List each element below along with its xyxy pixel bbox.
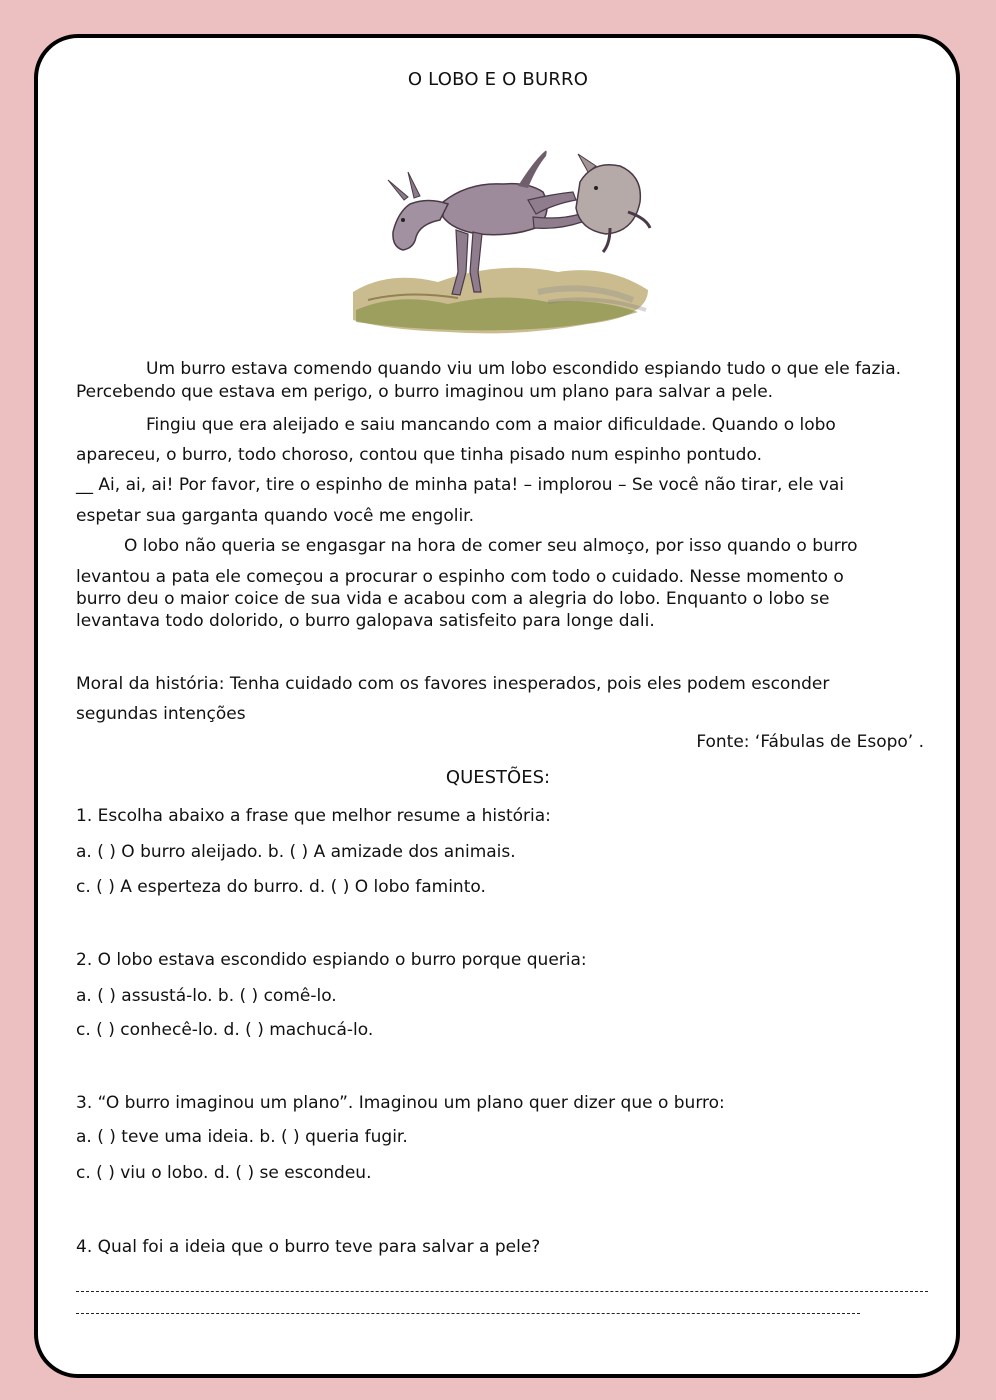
story-paragraph-1-line-2: Percebendo que estava em perigo, o burro imaginou um plano para salvar a pele. [76, 382, 774, 402]
question-4-prompt: 4. Qual foi a ideia que o burro teve para salvar a pele? [76, 1237, 541, 1257]
story-paragraph-4-line-2: levantou a pata ele começou a procurar o espinho com todo o cuidado. Nesse momento o [76, 567, 844, 587]
story-paragraph-4-line-1: O lobo não queria se engasgar na hora de comer seu almoço, por isso quando o burro [124, 536, 858, 556]
question-3-options-c-d: c. ( ) viu o lobo. d. ( ) se escondeu. [76, 1163, 372, 1183]
question-1-prompt: 1. Escolha abaixo a frase que melhor resume a história: [76, 806, 551, 826]
question-2-options-a-b: a. ( ) assustá-lo. b. ( ) comê-lo. [76, 986, 337, 1006]
page-title: O LOBO E O BURRO [407, 69, 589, 90]
source-citation: Fonte: ‘Fábulas de Esopo’ . [696, 732, 924, 752]
question-2-prompt: 2. O lobo estava escondido espiando o burro porque queria: [76, 950, 587, 970]
question-1-options-a-b: a. ( ) O burro aleijado. b. ( ) A amizade dos animais. [76, 842, 516, 862]
answer-line-1[interactable] [76, 1291, 928, 1292]
moral-line-1: Moral da história: Tenha cuidado com os favores inesperados, pois eles podem esconder [76, 674, 830, 694]
question-1-options-c-d: c. ( ) A esperteza do burro. d. ( ) O lobo faminto. [76, 877, 486, 897]
story-paragraph-4-line-3: burro deu o maior coice de sua vida e acabou com a alegria do lobo. Enquanto o lobo se [76, 589, 830, 609]
story-paragraph-2-line-2: apareceu, o burro, todo choroso, contou que tinha pisado num espinho pontudo. [76, 445, 762, 465]
story-paragraph-3-line-1: __ Ai, ai, ai! Por favor, tire o espinho de minha pata! – implorou – Se você não tirar, ele vai [76, 475, 845, 495]
story-paragraph-2-line-1: Fingiu que era aleijado e saiu mancando com a maior dificuldade. Quando o lobo [146, 415, 836, 435]
story-paragraph-4-line-4: levantava todo dolorido, o burro galopava satisfeito para longe dali. [76, 611, 655, 631]
story-paragraph-1-line-1: Um burro estava comendo quando viu um lobo escondido espiando tudo o que ele fazia. [146, 359, 902, 379]
questions-heading: QUESTÕES: [445, 767, 551, 788]
moral-line-2: segundas intenções [76, 704, 246, 724]
answer-line-2[interactable] [76, 1313, 860, 1314]
donkey-kicking-wolf-illustration [348, 142, 653, 347]
question-3-options-a-b: a. ( ) teve uma ideia. b. ( ) queria fugir. [76, 1127, 408, 1147]
story-paragraph-3-line-2: espetar sua garganta quando você me engolir. [76, 506, 475, 526]
question-2-options-c-d: c. ( ) conhecê-lo. d. ( ) machucá-lo. [76, 1020, 374, 1040]
question-3-prompt: 3. “O burro imaginou um plano”. Imaginou um plano quer dizer que o burro: [76, 1093, 725, 1113]
